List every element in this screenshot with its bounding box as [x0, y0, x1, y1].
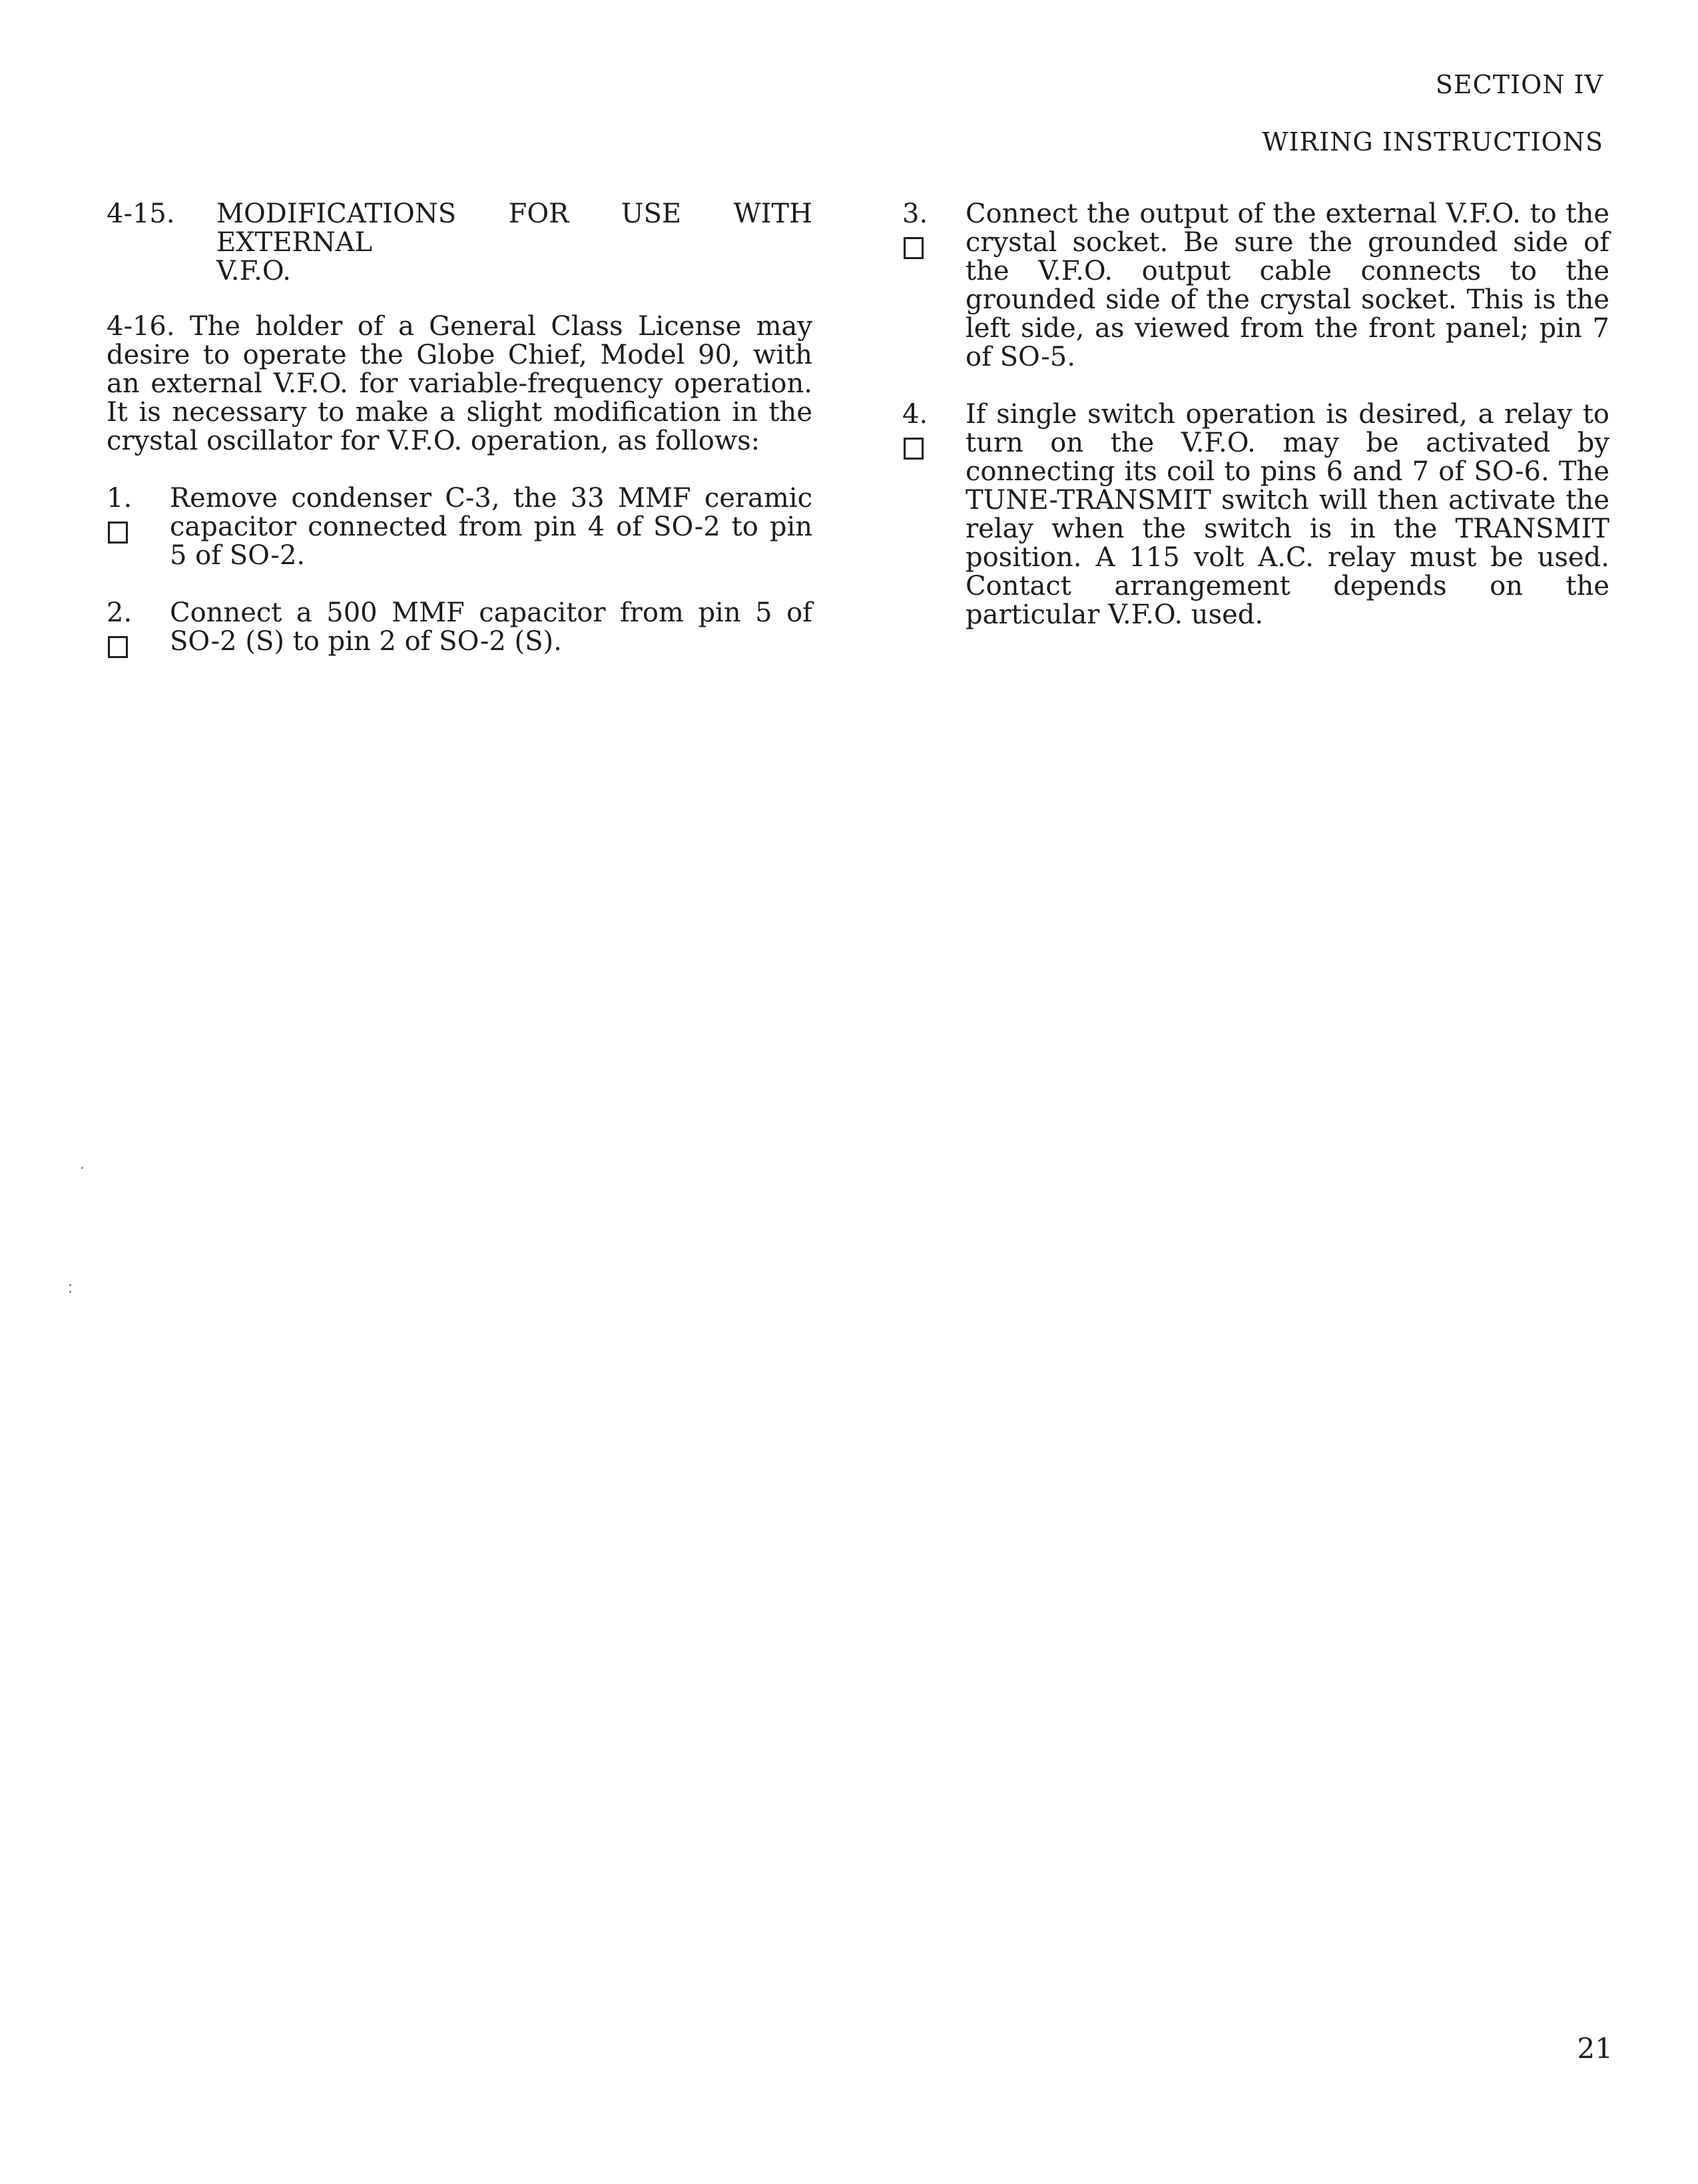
scan-speck: [81, 1167, 83, 1169]
heading-text-line1: MODIFICATIONS FOR USE WITH EXTERNAL: [216, 198, 812, 258]
left-column: [107, 200, 812, 685]
step-text: Remove condenser C-3, the 33 MMF ceramic capacitor connected from pin 4 of SO-2 to pin 5 of SO-2.: [170, 483, 812, 571]
section-heading: [107, 200, 812, 286]
paragraph-text: The holder of a General Class License may desire to operate the Globe Chief, Model 90, with an external V.F.O. for variable-frequency operation. It is necessary to make a slight modification in the crystal oscillator for V.F.O. operation, as follows:: [107, 311, 813, 456]
step-number: 1.: [107, 483, 133, 514]
step-3: [902, 200, 1609, 372]
step-number: 4.: [902, 399, 928, 430]
step-4: [902, 400, 1609, 629]
section-label: SECTION IV: [1435, 70, 1603, 99]
step-checkbox[interactable]: [904, 237, 924, 259]
step-checkbox[interactable]: [904, 438, 924, 460]
step-2: [107, 599, 812, 656]
step-number: 2.: [107, 597, 133, 628]
scan-speck: [69, 1291, 71, 1293]
step-text: If single switch operation is desired, a relay to turn on the V.F.O. may be activated by connecting its coil to pins 6 and 7 of SO-6. The TUNE-TRANSMIT switch will then activate the relay when the switch is in the TRANSMIT position. A 115 volt A.C. relay must be used. Contact arrangement depends on the particular V.F.O. used.: [966, 399, 1609, 630]
step-checkbox[interactable]: [108, 636, 128, 658]
heading-text-line2: V.F.O.: [216, 256, 292, 286]
step-1: [107, 484, 812, 570]
right-column: [902, 200, 1609, 658]
step-checkbox[interactable]: [108, 522, 128, 544]
section-title: WIRING INSTRUCTIONS: [1262, 127, 1603, 157]
step-number: 3.: [902, 198, 928, 229]
paragraph-number: 4-16.: [107, 311, 175, 342]
step-text: Connect the output of the external V.F.O. to the crystal socket. Be sure the grounded side of the V.F.O. output cable connects to the grounded side of the crystal socket. This is the left side, as viewed from the front panel; pin 7 of SO-5.: [966, 198, 1609, 372]
intro-paragraph: [107, 312, 812, 456]
page-number: 21: [1577, 2032, 1613, 2065]
heading-number: 4-15.: [107, 198, 175, 229]
scan-speck: [69, 1284, 71, 1286]
step-text: Connect a 500 MMF capacitor from pin 5 of SO-2 (S) to pin 2 of SO-2 (S).: [170, 597, 812, 657]
